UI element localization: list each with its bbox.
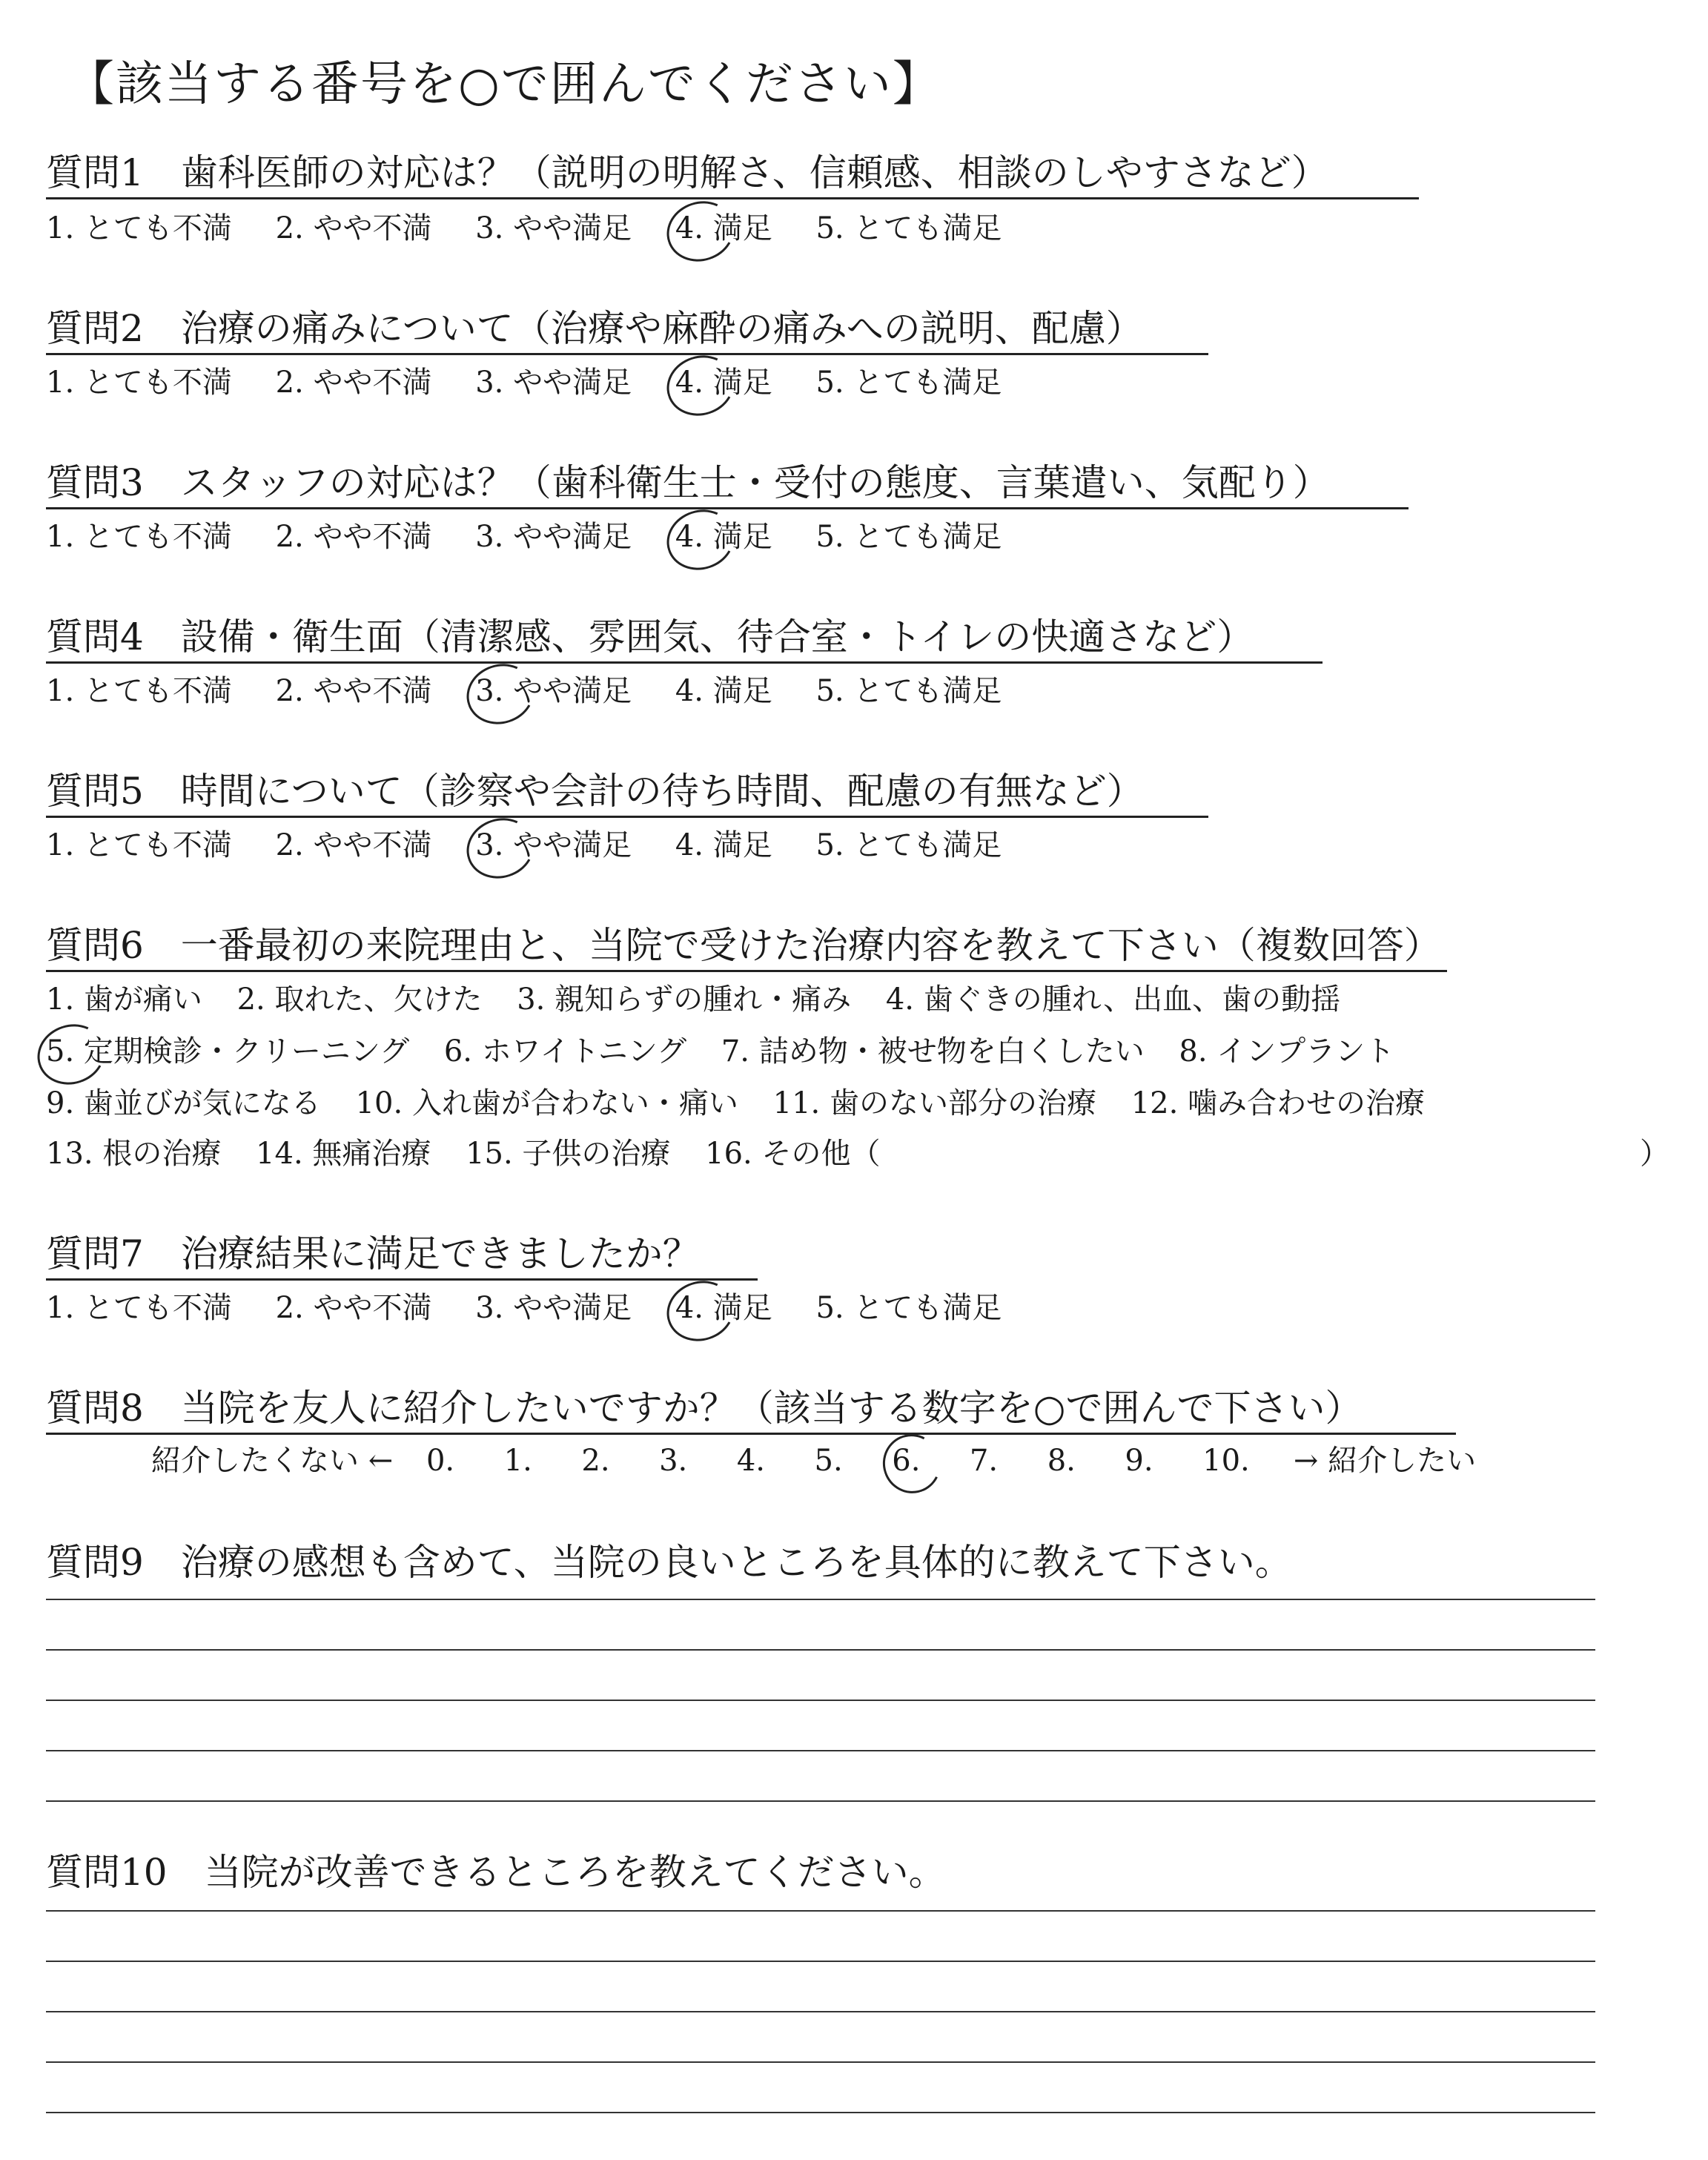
q4-option-1[interactable]: 1. とても不満 <box>46 674 232 708</box>
q7-option-3[interactable]: 3. やや満足 <box>475 1291 632 1325</box>
q6-option-11[interactable]: 11. 歯のない部分の治療 <box>772 1086 1096 1120</box>
question-3-options <box>46 522 1002 552</box>
question-8-scale <box>151 1446 1476 1476</box>
q10-writing-line[interactable] <box>46 2011 1595 2012</box>
q1-option-4[interactable]: 4. 満足 <box>675 211 772 245</box>
q1-option-5[interactable]: 5. とても満足 <box>815 211 1002 245</box>
q8-score-5[interactable]: 5. <box>814 1444 843 1478</box>
question-5-options <box>46 830 1002 860</box>
q3-option-4[interactable]: 4. 満足 <box>675 520 772 554</box>
q4-option-5[interactable]: 5. とても満足 <box>815 674 1002 708</box>
question-6-underline <box>46 970 1447 972</box>
q6-option-8[interactable]: 8. インプラント <box>1179 1034 1395 1069</box>
question-4-underline <box>46 661 1323 664</box>
q6-option-5[interactable]: 5. 定期検診・クリーニング <box>46 1034 410 1069</box>
q2-option-2[interactable]: 2. やや不満 <box>275 366 432 400</box>
q6-option-7[interactable]: 7. 詰め物・被せ物を白くしたい <box>721 1034 1145 1069</box>
q8-left-label: 紹介したくない ← <box>151 1444 394 1478</box>
question-10-title: 質問10 当院が改善できるところを教えてください。 <box>46 1851 946 1894</box>
q5-option-5[interactable]: 5. とても満足 <box>815 828 1002 862</box>
q8-right-label: → 紹介したい <box>1293 1444 1477 1478</box>
q4-option-4[interactable]: 4. 満足 <box>675 674 772 708</box>
q2-option-5[interactable]: 5. とても満足 <box>815 366 1002 400</box>
q8-score-4[interactable]: 4. <box>736 1444 765 1478</box>
q6-option-9[interactable]: 9. 歯並びが気になる <box>46 1086 321 1120</box>
question-3-underline <box>46 507 1409 509</box>
question-1-options <box>46 211 1002 245</box>
question-7-underline <box>46 1278 758 1281</box>
question-4-title: 質問4 設備・衛生面（清潔感、雰囲気、待合室・トイレの快適さなど） <box>46 615 1254 658</box>
question-4-options <box>46 676 1002 706</box>
q8-score-6[interactable]: 6. <box>892 1446 960 1476</box>
question-6-row-3 <box>46 1086 1450 1120</box>
q3-option-2[interactable]: 2. やや不満 <box>275 520 432 554</box>
q7-option-4[interactable]: 4. 満足 <box>675 1291 772 1325</box>
q6-other-close-paren: ） <box>1640 1137 1669 1171</box>
q3-option-1[interactable]: 1. とても不満 <box>46 520 232 554</box>
q6-option-1[interactable]: 1. 歯が痛い <box>46 982 202 1017</box>
q1-option-1[interactable]: 1. とても不満 <box>46 211 232 245</box>
q6-option-3[interactable]: 3. 親知らずの腫れ・痛み <box>517 982 852 1017</box>
q8-score-10[interactable]: 10. <box>1202 1444 1250 1478</box>
q4-option-3[interactable]: 3. やや満足 <box>475 674 632 708</box>
question-9-title: 質問9 治療の感想も含めて、当院の良いところを具体的に教えて下さい。 <box>46 1541 1292 1584</box>
q6-option-14[interactable]: 14. 無痛治療 <box>256 1137 431 1171</box>
q8-score-0[interactable]: 0. <box>426 1444 455 1478</box>
q6-option-15[interactable]: 15. 子供の治療 <box>466 1137 671 1171</box>
q8-score-9[interactable]: 9. <box>1125 1444 1153 1478</box>
question-6-row-2 <box>46 1034 1420 1069</box>
question-5-title: 質問5 時間について（診察や会計の待ち時間、配慮の有無など） <box>46 770 1144 813</box>
question-7-title: 質問7 治療結果に満足できましたか？ <box>46 1232 700 1275</box>
question-1-title: 質問1 歯科医師の対応は？（説明の明解さ、信頼感、相談のしやすさなど） <box>46 151 1328 194</box>
q10-writing-line[interactable] <box>46 2061 1595 2063</box>
page-title: 【該当する番号を○で囲んでください】 <box>67 57 941 112</box>
question-6-row-1 <box>46 982 1366 1017</box>
q3-option-3[interactable]: 3. やや満足 <box>475 520 632 554</box>
q5-option-3[interactable]: 3. やや満足 <box>475 828 632 862</box>
q6-option-10[interactable]: 10. 入れ歯が合わない・痛い <box>355 1086 738 1120</box>
question-8-title: 質問8 当院を友人に紹介したいですか？（該当する数字を○で囲んで下さい） <box>46 1387 1363 1430</box>
q6-option-6[interactable]: 6. ホワイトニング <box>443 1034 687 1069</box>
q8-score-2[interactable]: 2. <box>581 1444 610 1478</box>
q9-writing-line[interactable] <box>46 1750 1595 1751</box>
q7-option-1[interactable]: 1. とても不満 <box>46 1291 232 1325</box>
question-2-underline <box>46 353 1208 355</box>
question-7-options <box>46 1293 1002 1323</box>
question-8-underline <box>46 1433 1456 1435</box>
question-3-title: 質問3 スタッフの対応は？（歯科衛生士・受付の態度、言葉遣い、気配り） <box>46 461 1330 504</box>
question-1-underline <box>46 197 1419 199</box>
q8-score-7[interactable]: 7. <box>969 1444 999 1478</box>
question-6-row-4 <box>46 1139 1677 1169</box>
q6-option-12[interactable]: 12. 噛み合わせの治療 <box>1131 1086 1426 1120</box>
q7-option-2[interactable]: 2. やや不満 <box>275 1291 432 1325</box>
q7-option-5[interactable]: 5. とても満足 <box>815 1291 1002 1325</box>
q8-score-8[interactable]: 8. <box>1047 1444 1076 1478</box>
q3-option-5[interactable]: 5. とても満足 <box>815 520 1002 554</box>
q5-option-4[interactable]: 4. 満足 <box>675 828 772 862</box>
q1-option-3[interactable]: 3. やや満足 <box>475 211 632 245</box>
question-2-options <box>46 366 1002 400</box>
q1-option-2[interactable]: 2. やや不満 <box>275 211 432 245</box>
q9-writing-line[interactable] <box>46 1800 1595 1802</box>
q4-option-2[interactable]: 2. やや不満 <box>275 674 432 708</box>
q5-option-2[interactable]: 2. やや不満 <box>275 828 432 862</box>
q10-writing-line[interactable] <box>46 1961 1595 1962</box>
q6-option-16[interactable]: 16. その他（ <box>705 1137 881 1171</box>
q9-writing-line[interactable] <box>46 1649 1595 1651</box>
question-6-title: 質問6 一番最初の来院理由と、当院で受けた治療内容を教えて下さい（複数回答） <box>46 924 1441 967</box>
q2-option-1[interactable]: 1. とても不満 <box>46 366 232 400</box>
q9-writing-line[interactable] <box>46 1700 1595 1701</box>
question-2-title: 質問2 治療の痛みについて（治療や麻酔の痛みへの説明、配慮） <box>46 307 1143 350</box>
question-5-underline <box>46 816 1208 818</box>
q6-option-13[interactable]: 13. 根の治療 <box>46 1137 222 1171</box>
q10-writing-line[interactable] <box>46 2112 1595 2113</box>
q5-option-1[interactable]: 1. とても不満 <box>46 828 232 862</box>
q10-writing-line[interactable] <box>46 1910 1595 1912</box>
q9-writing-line[interactable] <box>46 1599 1595 1600</box>
q6-option-2[interactable]: 2. 取れた、欠けた <box>236 982 483 1017</box>
q8-score-1[interactable]: 1. <box>503 1444 532 1478</box>
q6-option-4[interactable]: 4. 歯ぐきの腫れ、出血、歯の動揺 <box>885 982 1341 1017</box>
q2-option-4[interactable]: 4. 満足 <box>675 366 772 400</box>
q2-option-3[interactable]: 3. やや満足 <box>475 366 632 400</box>
q8-score-3[interactable]: 3. <box>659 1444 688 1478</box>
